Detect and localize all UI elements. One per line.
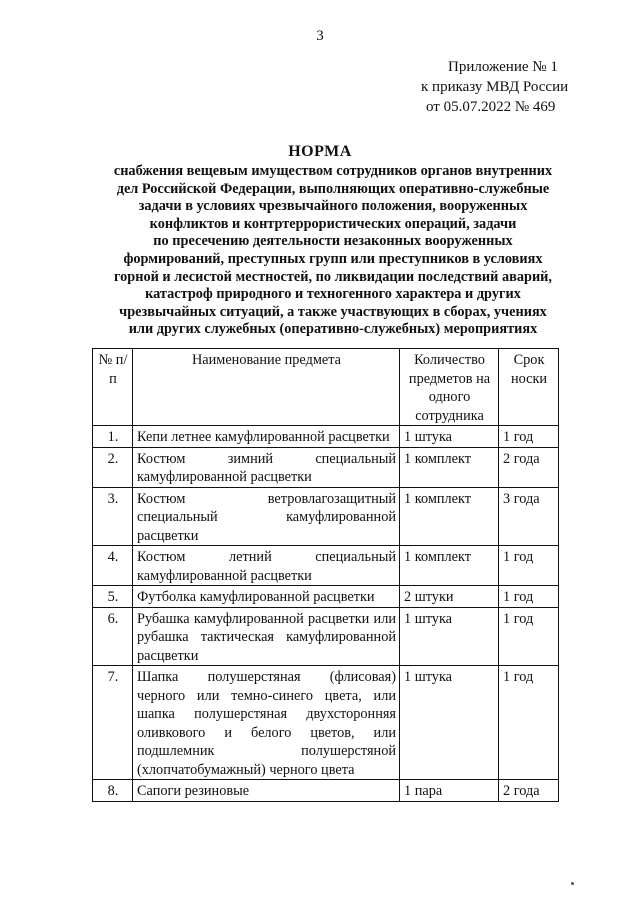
item-quantity: 2 штуки [400,586,499,608]
table-header-row [93,349,559,426]
table-row [93,487,559,546]
header-quantity: Количество предметов на одного сотрудника [400,349,499,426]
document-title: НОРМА [288,143,352,160]
item-name: Шапка полушерстяная (флисовая) черного или темно-синего цвета, или шапка полушерстяная двухсторонняя оливкового и белого цветов, или подшлемник полушерстяной (хлопчатобумажный) черного цвета [133,666,400,780]
item-name: Кепи летнее камуфлированной расцветки [133,426,400,448]
table-row [93,546,559,586]
appendix-header [405,57,568,117]
subtitle-line: дел Российской Федерации, выполняющих оперативно-служебные [116,180,550,197]
item-quantity: 1 комплект [400,447,499,487]
row-number: 6. [93,607,133,666]
item-name: Костюм ветровлагозащитный специальный камуфлированной расцветки [133,487,400,546]
item-name: Сапоги резиновые [133,780,400,802]
row-number: 8. [93,780,133,802]
table-row [93,447,559,487]
item-quantity: 1 пара [400,780,499,802]
norm-table [92,348,559,802]
item-name: Рубашка камуфлированной расцветки или рубашка тактическая камуфлированной расцветки [133,607,400,666]
item-wear-term: 2 года [499,780,559,802]
item-wear-term: 1 год [499,586,559,608]
item-name: Костюм летний специальный камуфлированной расцветки [133,546,400,586]
header-number: № п/п [93,349,133,426]
table-row [93,780,559,802]
item-wear-term: 1 год [499,666,559,780]
row-number: 3. [93,487,133,546]
page-number: 3 [316,28,324,44]
table-row [93,607,559,666]
item-wear-term: 3 года [499,487,559,546]
table-row [93,666,559,780]
item-wear-term: 2 года [499,447,559,487]
appendix-line: к приказу МВД России [421,79,569,95]
row-number: 7. [93,666,133,780]
subtitle-line: чрезвычайных ситуаций, а также участвующих в сборах, учениях [119,303,547,320]
item-wear-term: 1 год [499,607,559,666]
subtitle-line: формирований, преступных групп или преступников в условиях [123,250,543,267]
item-quantity: 1 комплект [400,487,499,546]
header-wear-term: Срок носки [499,349,559,426]
item-quantity: 1 комплект [400,546,499,586]
subtitle-line: по пресечению деятельности незаконных вооруженных [153,233,513,250]
subtitle-line: конфликтов и контртеррористических операций, задачи [149,215,517,232]
item-name: Костюм зимний специальный камуфлированной расцветки [133,447,400,487]
subtitle-line: или других служебных (оперативно-служебных) мероприятиях [128,321,538,338]
row-number: 5. [93,586,133,608]
subtitle-line: катастроф природного и техногенного характера и других [145,286,521,303]
table-row [93,426,559,448]
item-quantity: 1 штука [400,666,499,780]
scan-artifact [571,882,574,885]
subtitle-line: снабжения вещевым имуществом сотрудников органов внутренних [113,163,553,179]
subtitle-line: задачи в условиях чрезвычайного положения, вооруженных [138,198,528,215]
item-quantity: 1 штука [400,426,499,448]
document-subtitle [78,163,588,339]
appendix-line: Приложение № 1 [448,59,558,75]
item-quantity: 1 штука [400,607,499,666]
row-number: 2. [93,447,133,487]
header-item-name: Наименование предмета [133,349,400,426]
table-row [93,586,559,608]
item-name: Футболка камуфлированной расцветки [133,586,400,608]
item-wear-term: 1 год [499,426,559,448]
item-wear-term: 1 год [499,546,559,586]
row-number: 1. [93,426,133,448]
subtitle-line: горной и лесистой местностей, по ликвидации последствий аварий, [113,268,552,285]
appendix-line: от 05.07.2022 № 469 [426,99,556,115]
row-number: 4. [93,546,133,586]
